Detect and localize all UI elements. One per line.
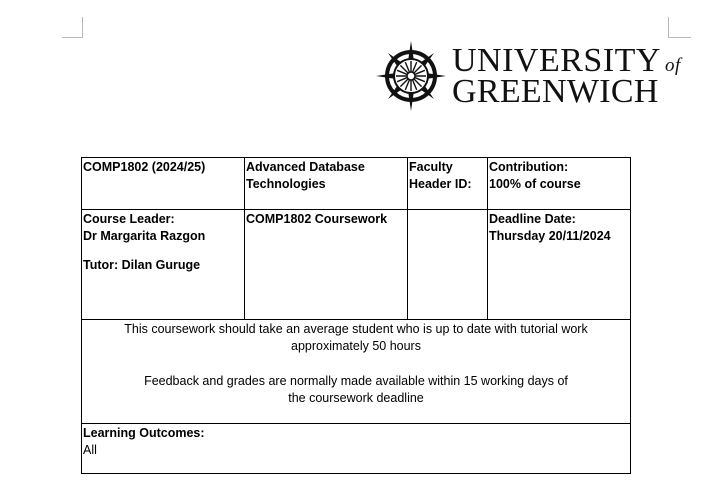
page-corner-mark-right xyxy=(668,17,691,38)
workload-text: This coursework should take an average student who is up to date with tutorial work xyxy=(124,322,588,336)
course-leader-label: Course Leader: xyxy=(83,212,175,226)
learning-outcomes-cell xyxy=(82,424,631,474)
table-row xyxy=(82,320,631,424)
contribution-cell xyxy=(488,158,631,210)
faculty-header-cell: Faculty Header ID: xyxy=(408,158,488,210)
deadline-label: Deadline Date: xyxy=(489,212,576,226)
logo-university-text: UNIVERSITY of xyxy=(452,42,681,79)
feedback-text: Feedback and grades are normally made available within 15 working days of xyxy=(144,374,568,388)
workload-feedback-cell xyxy=(82,320,631,424)
university-logo xyxy=(375,40,681,115)
contribution-label: Contribution: xyxy=(489,160,569,174)
learning-outcomes-value: All xyxy=(83,443,97,457)
table-row xyxy=(82,424,631,474)
feedback-text-cont: the coursework deadline xyxy=(288,391,424,405)
assessment-title-cell: COMP1802 Coursework xyxy=(245,210,408,320)
tutor-name: Tutor: Dilan Guruge xyxy=(83,258,201,272)
course-leader-cell xyxy=(82,210,245,320)
course-code-cell: COMP1802 (2024/25) xyxy=(82,158,245,210)
logo-greenwich-text: GREENWICH xyxy=(452,73,659,110)
table-row xyxy=(82,158,631,210)
deadline-value: Thursday 20/11/2024 xyxy=(489,229,611,243)
deadline-cell xyxy=(488,210,631,320)
course-leader-name: Dr Margarita Razgon xyxy=(83,229,206,243)
page-corner-mark-left xyxy=(62,17,83,38)
table-row xyxy=(82,210,631,320)
empty-cell xyxy=(408,210,488,320)
compass-emblem-icon xyxy=(375,40,447,112)
learning-outcomes-label: Learning Outcomes: xyxy=(83,426,205,440)
workload-hours: approximately 50 hours xyxy=(291,339,421,353)
module-title-cell: Advanced Database Technologies xyxy=(245,158,408,210)
contribution-value: 100% of course xyxy=(489,177,581,191)
coursework-info-table xyxy=(81,157,631,474)
